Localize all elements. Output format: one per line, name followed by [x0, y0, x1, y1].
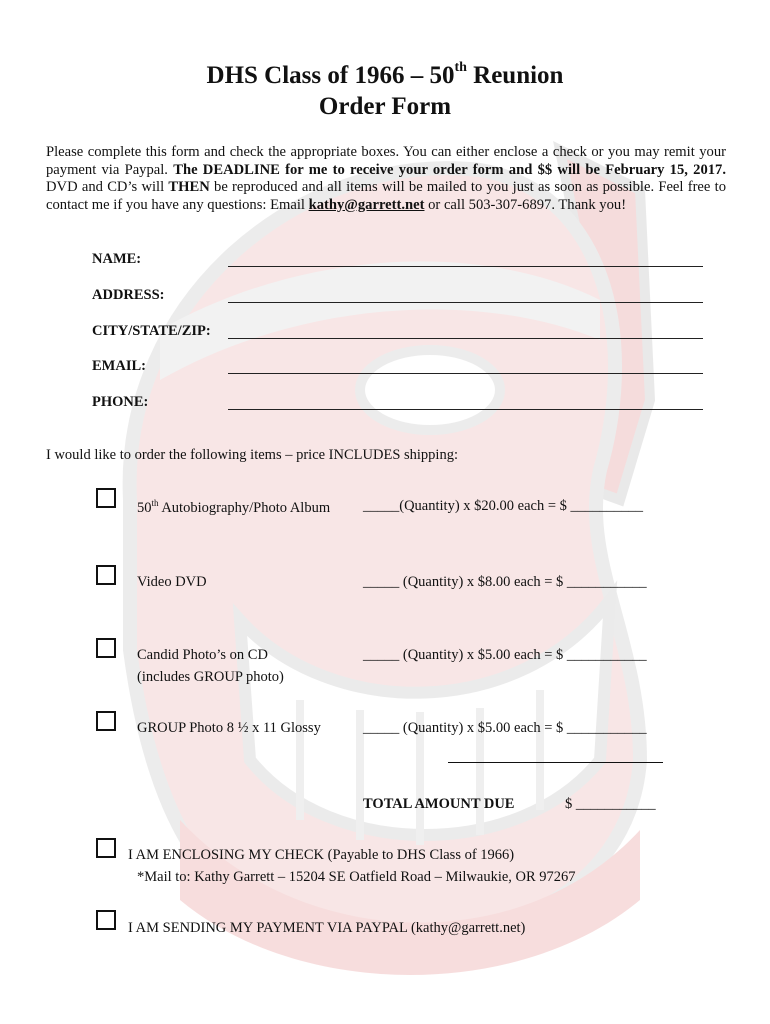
city-state-zip-field[interactable]	[228, 338, 703, 339]
item-cd-pricing[interactable]: _____ (Quantity) x $5.00 each = $ ___________	[363, 647, 647, 663]
item-album-pricing[interactable]: _____(Quantity) x $20.00 each = $ __________	[363, 498, 644, 514]
item-cd-label: Candid Photo’s on CD	[137, 647, 268, 663]
name-label: NAME:	[92, 251, 142, 267]
name-field[interactable]	[228, 266, 703, 267]
pay-by-paypal-checkbox[interactable]	[96, 910, 116, 930]
pay-by-check-label: I AM ENCLOSING MY CHECK (Payable to DHS Class of 1966)	[128, 847, 515, 863]
item-cd-checkbox[interactable]	[96, 638, 116, 658]
page-subtitle: Order Form	[318, 93, 452, 120]
item-album-label: 50th Autobiography/Photo Album	[137, 498, 331, 516]
item-group-photo-checkbox[interactable]	[96, 711, 116, 731]
item-group-photo-label: GROUP Photo 8 ½ x 11 Glossy	[137, 720, 321, 736]
order-intro: I would like to order the following items – price INCLUDES shipping:	[46, 447, 458, 463]
mail-to-address: *Mail to: Kathy Garrett – 15204 SE Oatfield Road – Milwaukie, OR 97267	[137, 869, 576, 885]
total-label: TOTAL AMOUNT DUE	[363, 796, 515, 812]
contact-email-link[interactable]: kathy@garrett.net	[308, 196, 425, 213]
phone-field[interactable]	[228, 409, 703, 410]
address-field[interactable]	[228, 302, 703, 303]
watermark-eye	[360, 350, 500, 430]
item-group-photo-pricing[interactable]: _____ (Quantity) x $5.00 each = $ ___________	[363, 720, 647, 736]
phone-label: PHONE:	[92, 394, 149, 410]
page-title: DHS Class of 1966 – 50th Reunion	[206, 60, 564, 89]
item-dvd-label: Video DVD	[137, 574, 207, 590]
pay-by-check-checkbox[interactable]	[96, 838, 116, 858]
item-cd-note: (includes GROUP photo)	[137, 669, 284, 685]
email-field[interactable]	[228, 373, 703, 374]
city-state-zip-label: CITY/STATE/ZIP:	[92, 323, 211, 339]
address-label: ADDRESS:	[92, 287, 165, 303]
intro-paragraph: Please complete this form and check the appropriate boxes. You can either enclose a check or you may remit your payment via Paypal. The DEADLINE for me to receive your order form and $$ will be February 15, 2017. DVD and CD’s will THEN be reproduced and all items will be mailed to you just as soon as possible. Feel free to contact me if you have any questions: Email kathy@garrett.net or call 503-307-6897. Thank you!	[46, 144, 726, 213]
pay-by-paypal-label: I AM SENDING MY PAYMENT VIA PAYPAL (kathy@garrett.net)	[128, 920, 526, 936]
sum-rule	[448, 762, 663, 763]
item-dvd-pricing[interactable]: _____ (Quantity) x $8.00 each = $ ___________	[363, 574, 647, 590]
item-album-checkbox[interactable]	[96, 488, 116, 508]
item-dvd-checkbox[interactable]	[96, 565, 116, 585]
total-amount-field[interactable]: $ ___________	[565, 796, 656, 812]
email-label: EMAIL:	[92, 358, 146, 374]
